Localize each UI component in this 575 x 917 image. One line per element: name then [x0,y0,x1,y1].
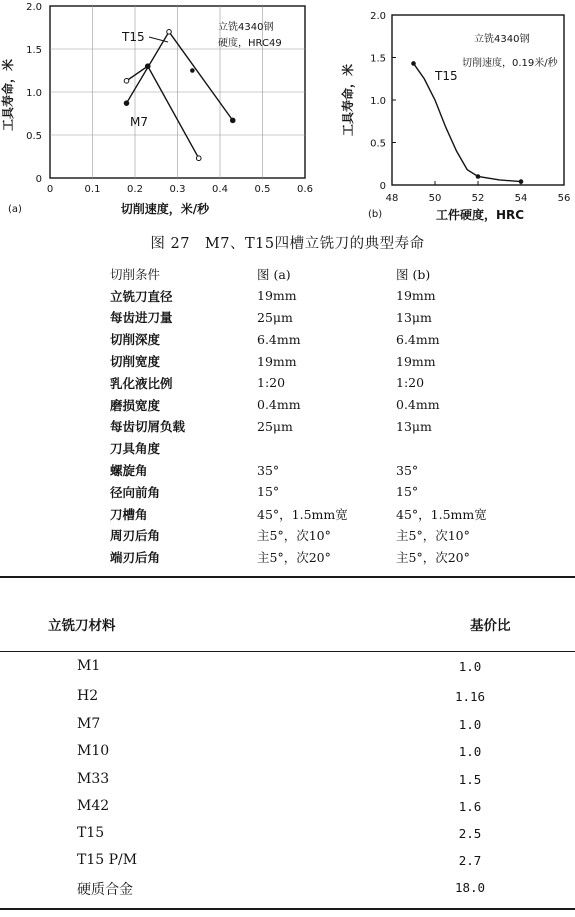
condition-value-b: 35° [396,462,419,478]
material-cost-ratio: 2.5 [458,826,482,841]
material-name: M10 [77,743,110,759]
chart-a-panel-label: (a) [8,204,22,215]
chart-a-x-tick-label: 0.5 [254,184,271,195]
chart-b-panel-label: (b) [368,209,383,220]
chart-b-x-tick-label: 54 [514,193,528,204]
material-cost-ratio: 1.16 [454,689,486,704]
chart-b-y-tick-label: 0 [379,181,386,192]
table-top-rule [0,576,575,578]
chart-a-xlabel: 切削速度，米/秒 [120,202,210,216]
condition-value-b: 主5°，次10° [396,528,470,544]
chart-a-series-line-m7 [127,66,199,158]
condition-value-a: 19mm [257,353,297,369]
cutting-conditions-table [110,263,487,568]
condition-value-a: 主5°，次20° [257,550,331,566]
material-name: T15 P/M [77,852,138,868]
chart-b-x-tick-label: 50 [428,193,442,204]
chart-a-y-tick-label: 0.5 [26,131,42,142]
chart-a-y-tick-label: 1.5 [26,45,42,56]
chart-a-point-t15 [190,68,195,73]
condition-name: 刀槽角 [110,506,148,522]
condition-value-b: 19mm [396,288,436,304]
conditions-row [110,350,487,372]
chart-a-y-ticks [26,2,42,185]
materials-header-ratio: 基价比 [470,618,511,634]
conditions-header-row [110,263,487,285]
material-cost-ratio: 2.7 [458,853,482,868]
material-name: M1 [77,658,101,674]
condition-name: 螺旋角 [110,463,148,479]
conditions-row [110,525,487,547]
chart-a-y-tick-label: 0 [35,174,42,185]
condition-value-b: 1:20 [396,375,425,391]
chart-a-annotation-line1: 立铣4340钢 [218,22,274,33]
condition-name: 磨损宽度 [110,397,161,413]
material-name: T15 [77,825,105,841]
material-name: M42 [77,798,110,814]
condition-name: 端刃后角 [110,550,161,566]
condition-value-a: 0.4mm [257,397,301,413]
conditions-row [110,285,487,307]
figure-27 [0,0,575,230]
condition-name: 切削深度 [110,332,161,348]
material-cost-ratio: 1.0 [458,659,482,674]
conditions-row [110,481,487,503]
chart-a-annotation-line2: 硬度，HRC49 [218,38,282,49]
conditions-row [110,372,487,394]
condition-name: 刀具角度 [110,441,161,457]
chart-a-series-label-t15: T15 [122,30,145,44]
condition-value-a [257,437,396,459]
conditions-row [110,546,487,568]
chart-a-x-tick-label: 0.1 [84,184,101,195]
chart-b-x-tick-label: 56 [557,193,571,204]
chart-a-x-ticks [47,184,313,195]
chart-b-series-line-t15 [414,63,522,181]
conditions-row [110,416,487,438]
conditions-row [110,459,487,481]
condition-value-a: 主5°，次10° [257,528,331,544]
conditions-row [110,503,487,525]
chart-a-ylabel: 工具寿命，米 [1,58,15,132]
material-cost-ratio: 1.0 [458,717,482,732]
condition-value-b: 13μm [396,418,432,434]
chart-a-y-tick-label: 2.0 [26,2,42,13]
material-cost-ratio: 1.5 [458,772,482,787]
chart-a-series-label-m7: M7 [130,115,148,129]
condition-value-a: 45°，1.5mm宽 [257,506,348,522]
chart-a-y-tick-label: 1.0 [26,88,42,99]
chart-b-point-t15 [411,61,416,66]
chart-b-series [411,61,523,184]
condition-name: 切削宽度 [110,354,161,370]
conditions-body [110,285,487,568]
condition-value-b: 19mm [396,353,436,369]
chart-a-x-tick-label: 0 [46,184,54,195]
chart-a-point-m7 [145,64,150,69]
figure-caption: 图 27 M7、T15四槽立铣刀的典型寿命 [150,236,425,252]
conditions-row [110,437,487,459]
condition-value-a: 25μm [257,418,293,434]
table-bottom-rule [0,908,575,910]
chart-b-series-label-t15: T15 [435,69,458,83]
chart-b-y-tick-label: 2.0 [370,11,386,22]
chart-b-xlabel: 工件硬度，HRC [435,208,525,222]
chart-b-y-tick-label: 1.5 [370,53,386,65]
condition-name: 乳化液比例 [110,375,173,391]
condition-name: 径向前角 [110,484,161,500]
condition-value-a: 25μm [257,309,293,325]
conditions-header-fig-a: 图 (a) [257,266,291,282]
condition-value-b: 15° [396,484,419,500]
material-name: M33 [77,771,110,787]
chart-a-point-t15 [124,101,129,106]
chart-b-y-tick-label: 1.0 [370,96,386,107]
conditions-row [110,328,487,350]
condition-value-b: 45°，1.5mm宽 [396,506,487,522]
material-name: M7 [77,716,101,732]
chart-b-x-tick-label: 48 [385,193,399,204]
conditions-row [110,307,487,329]
condition-name: 每齿进刀量 [110,310,173,326]
materials-header-material: 立铣刀材料 [48,618,116,634]
condition-value-a: 35° [257,462,280,478]
chart-a-point-t15 [167,30,172,35]
material-name: H2 [77,688,99,704]
chart-a-point-m7 [196,156,201,161]
condition-value-a: 1:20 [257,375,286,391]
condition-name: 每齿切屑负载 [110,419,186,435]
chart-a-x-tick-label: 0.4 [212,184,228,195]
chart-b-annotation-line1: 立铣4340钢 [474,34,530,45]
condition-value-b: 13μm [396,309,432,325]
chart-a-series-line-t15 [127,32,233,121]
condition-name: 周刃后角 [110,528,161,544]
chart-b-annotation-line2: 切削速度，0.19米/秒 [462,58,558,69]
condition-value-b: 主5°，次20° [396,550,470,566]
material-name: 硬质合金 [77,882,133,898]
condition-value-a: 19mm [257,288,297,304]
chart-b-ylabel: 工具寿命，米 [341,63,355,137]
condition-value-a: 6.4mm [257,331,301,347]
condition-value-b: 6.4mm [396,331,440,347]
material-cost-ratio: 1.0 [458,744,482,759]
condition-value-a: 15° [257,484,280,500]
chart-b-y-tick-label: 0.5 [370,138,386,150]
chart-a-point-m7 [124,79,129,84]
chart-b-point-t15 [476,174,481,179]
chart-a-x-tick-label: 0.2 [127,184,143,195]
chart-a-point-t15 [230,118,235,123]
chart-a [0,2,313,216]
chart-b-point-t15 [519,179,524,184]
condition-name: 立铣刀直径 [110,288,173,304]
conditions-row [110,394,487,416]
chart-a-x-tick-label: 0.3 [169,184,186,195]
table-header-rule [0,651,575,652]
material-cost-ratio: 18.0 [454,880,486,895]
chart-b-x-tick-label: 52 [471,193,485,204]
chart-b [340,11,570,222]
conditions-header-fig-b: 图 (b) [396,266,431,282]
chart-a-x-tick-label: 0.6 [297,184,313,195]
material-cost-ratio: 1.6 [458,799,482,814]
conditions-header-condition: 切削条件 [110,266,161,282]
condition-value-b: 0.4mm [396,397,440,413]
condition-value-b [396,437,487,459]
